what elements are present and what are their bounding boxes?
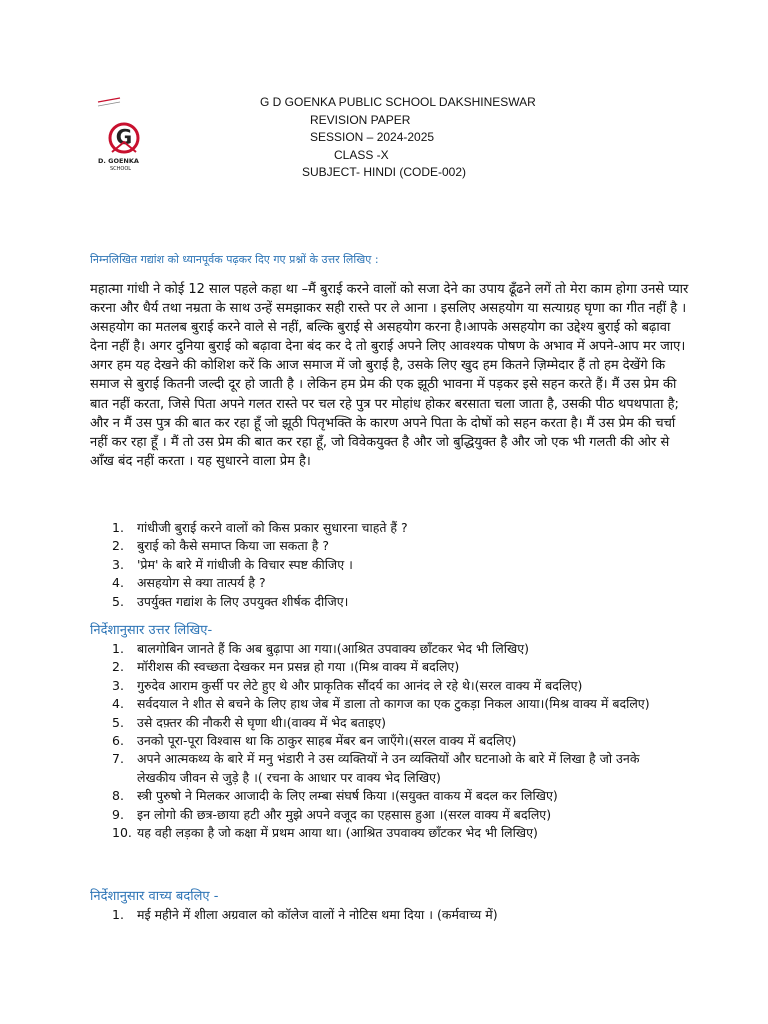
subject-line: SUBJECT- HINDI (CODE-002) <box>302 165 467 180</box>
logo-name: D. GOENKA <box>98 157 139 165</box>
list-item: 1. मई महीने में शीला अग्रवाल को कॉलेज वालों ने नोटिस थमा दिया । (कर्मवाच्य में) <box>112 907 498 922</box>
list-item: 7. अपने आत्मकथ्य के बारे में मनु भंडारी ने उस व्यक्तियों ने उन व्यक्तियों और घटनाओ के बारे में लिखा है जो उनके लेखकीय जीवन से जुड़े है ।( रचना के आधार पर वाक्य भेद लिखिए) <box>112 751 640 785</box>
list-item: 3. 'प्रेम' के बारे में गांधीजी के विचार स्पष्ट कीजिए । <box>112 556 353 572</box>
session-line: SESSION – 2024-2025 <box>310 130 435 145</box>
passage-text: महात्मा गांधी ने कोई 12 साल पहले कहा था –मैं बुराई करने वालों को सजा देने का उपाय ढूँढने लगें तो मेरा काम होगा उनसे प्यार करना और धैर्य तथा नम्रता के साथ उन्हें समझाकर सही रास्ते पर ले आना । इसलिए असहयोग या सत्याग्रह घृणा का गीत नहीं है । असहयोग का मतलब बुराई करने वाले से नहीं, बल्कि बुराई से असहयोग करना है।आपके असहयोग का उद्देश्य बुराई को बढ़ावा देना नहीं है। अगर दुनिया बुराई को बढ़ावा देना बंद कर दे तो बुराई अपने लिए आवश्यक पोषण के अभाव में अपने-आप मर जाए। अगर हम यह देखने की कोशिश करें कि आज समाज में जो बुराई है, उसके लिए खुद हम कितने ज़िम्मेदार हैं तो हम देखेंगे कि समाज से बुराई कितनी जल्दी दूर हो जाती है । लेकिन हम प्रेम की एक झूठी भावना में पड़कर इसे सहन करते हैं। मैं उस प्रेम की बात नहीं करता, जिसे पिता अपने गलत रास्ते पर चल रहे पुत्र पर मोहांध होकर बरसाता चला जाता है, उसकी पीठ थपथपाता है; और न मैं उस पुत्र की बात कर रहा हूँ जो झूठी पितृभक्ति के कारण अपने पिता के दोषों को सहन करता है। मैं उस प्रेम की चर्चा नहीं कर रहा हूँ । मैं तो उस प्रेम की बात कर रहा हूँ, जो विवेकयुक्त है और जो बुद्धियुक्त है और जो एक भी गलती की ओर से आँख बंद नहीं करता । यह सुधारने वाला प्रेम है। <box>90 282 689 469</box>
school-name: G D GOENKA PUBLIC SCHOOL DAKSHINESWAR <box>260 95 536 109</box>
school-logo <box>94 96 154 176</box>
class-line: CLASS -X <box>334 147 389 162</box>
passage-questions <box>0 519 768 611</box>
list-item: 10. यह वही लड़का है जो कक्षा में प्रथम आया था। (आश्रित उपवाक्य छाँटकर भेद भी लिखिए) <box>112 825 538 841</box>
list-item: 1. गांधीजी बुराई करने वालों को किस प्रकार सुधारना चाहते हैं ? <box>112 520 408 535</box>
list-item: 5. उपर्युक्त गद्यांश के लिए उपयुक्त शीर्षक दीजिए। <box>112 593 349 609</box>
list-item: 3. गुरुदेव आराम कुर्सी पर लेटे हुए थे और प्राकृतिक सौंदर्य का आनंद ले रहे थे।(सरल वाक्य में बदलिए) <box>112 677 583 693</box>
list-item: 9. इन लोगो की छत्र-छाया हटी और मुझे अपने वजूद का एहसास हुआ ।(सरल वाक्य में बदलिए) <box>112 806 552 822</box>
section-heading: निर्देशानुसार उत्तर लिखिए- <box>90 623 213 638</box>
list-item: 4. सर्वदयाल ने शीत से बचने के लिए हाथ जेब में डाला तो कागज का एक टुकड़ा निकल आया।(मिश्र वाक्य में बदलिए) <box>112 696 650 712</box>
list-item: 1. बालगोबिन जानते हैं कि अब बुढ़ापा आ गया।(आश्रित उपवाक्य छाँटकर भेद भी लिखिए) <box>112 641 530 656</box>
section-heading: निर्देशानुसार वाच्य बदलिए - <box>90 889 219 904</box>
list-item: 2. मॉरीशस की स्वच्छता देखकर मन प्रसन्न हो गया ।(मिश्र वाक्य में बदलिए) <box>112 659 460 675</box>
list-item: 6. उनको पूरा-पूरा विश्वास था कि ठाकुर साहब मेंबर बन जाएँगे।(सरल वाक्य में बदलिए) <box>112 733 517 749</box>
list-item: 2. बुराई को कैसे समाप्त किया जा सकता है ? <box>112 538 329 554</box>
paper-title: REVISION PAPER <box>310 112 411 127</box>
list-item: 8. स्त्री पुरुषो ने मिलकर आजादी के लिए लम्बा संघर्ष किया ।(सयुक्त वाकय में बदल कर लिखिए) <box>112 788 558 804</box>
list-item: 4. असहयोग से क्या तात्पर्य है ? <box>112 575 266 591</box>
voice-questions <box>0 906 768 924</box>
grammar-questions <box>0 640 768 842</box>
logo-sub: SCHOOL <box>110 166 132 172</box>
list-item: 5. उसे दफ़्तर की नौकरी से घृणा थी।(वाक्य में भेद बताइए) <box>112 714 387 730</box>
passage-instruction: निम्नलिखित गद्यांश को ध्यानपूर्वक पढ़कर दिए गए प्रश्नों के उत्तर लिखिए : <box>90 253 379 266</box>
svg-text:G: G <box>115 125 133 149</box>
